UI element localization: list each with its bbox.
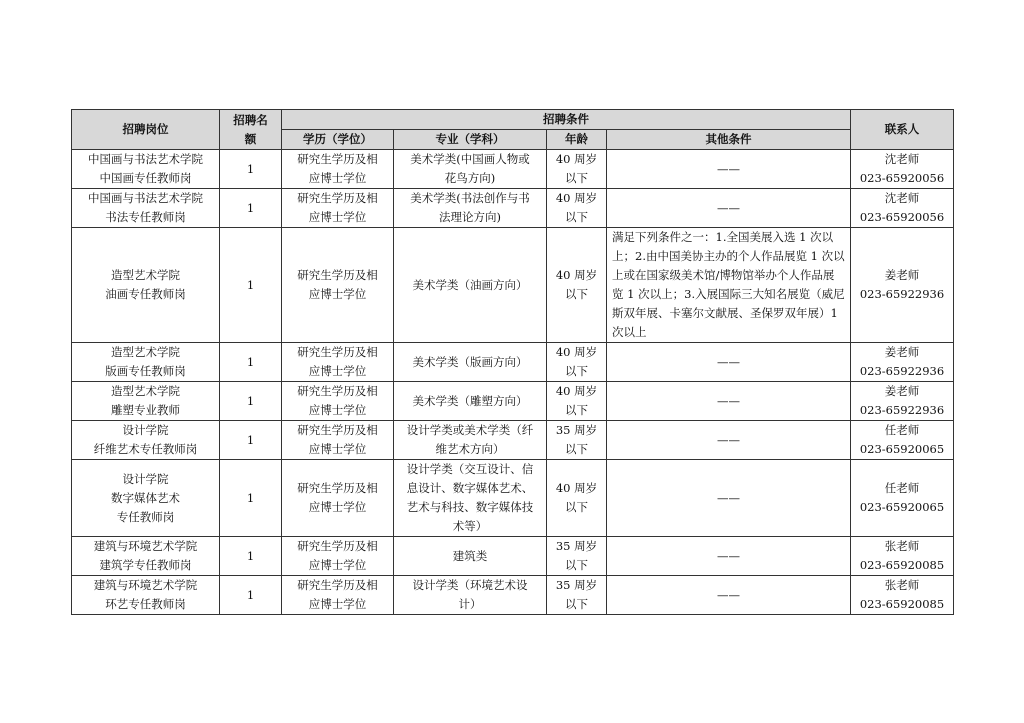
cell-position-line: 数字媒体艺术 [111, 490, 180, 505]
cell-position-line: 设计学院 [122, 423, 169, 437]
header-age: 年龄 [547, 130, 607, 150]
cell-major [394, 150, 547, 189]
cell-education-line: 应博士学位 [308, 287, 367, 301]
table-body [72, 150, 954, 615]
cell-position [72, 228, 220, 343]
cell-education-line: 研究生学历及相 [297, 578, 378, 592]
cell-count-text: 1 [246, 200, 255, 215]
cell-major-line: 美术学类（油画方向） [412, 277, 528, 292]
cell-age [547, 537, 607, 576]
cell-age-line: 40 周岁 [555, 152, 598, 166]
table-row [72, 228, 954, 343]
cell-count-text: 1 [246, 393, 255, 408]
table-row [72, 343, 954, 382]
cell-position [72, 460, 220, 537]
cell-position-line: 雕塑专业教师 [111, 403, 180, 417]
cell-position-line: 建筑与环境艺术学院 [93, 578, 198, 592]
table-row [72, 576, 954, 615]
cell-age [547, 150, 607, 189]
cell-other-text: —— [717, 161, 740, 176]
header-education: 学历（学位） [282, 130, 394, 150]
cell-position [72, 382, 220, 421]
cell-age [547, 189, 607, 228]
cell-contact [851, 189, 954, 228]
cell-age-line: 40 周岁 [555, 384, 598, 398]
cell-position-line: 中国画与书法艺术学院 [88, 191, 203, 205]
cell-position [72, 343, 220, 382]
cell-education-line: 应博士学位 [308, 210, 367, 224]
cell-contact-line: 023-65922936 [859, 287, 945, 301]
cell-age [547, 343, 607, 382]
cell-other-text: 满足下列条件之一：1.全国美展入选 1 次以上；2.由中国美协主办的个人作品展览 1 次以上或在国家级美术馆/博物馆举办个人作品展览 1 次以上；3.入展国际三大知名展览（威尼斯双年展、卡塞尔文献展、圣保罗双年展）1 次以上 [612, 230, 845, 339]
cell-other [607, 421, 851, 460]
cell-count [220, 421, 282, 460]
cell-position-line: 造型艺术学院 [111, 384, 180, 398]
cell-position-line: 书法专任教师岗 [105, 210, 186, 224]
cell-education [282, 576, 394, 615]
cell-contact-line: 023-65920085 [859, 558, 945, 572]
cell-other [607, 228, 851, 343]
cell-education-line: 研究生学历及相 [297, 481, 378, 495]
cell-count [220, 189, 282, 228]
cell-education-line: 应博士学位 [308, 171, 367, 185]
cell-major-line: 美术学类(书法创作与书 [410, 191, 530, 205]
cell-contact-line: 张老师 [884, 539, 920, 553]
cell-age-line: 40 周岁 [555, 268, 598, 282]
cell-position [72, 150, 220, 189]
cell-contact-line: 姜老师 [884, 268, 920, 282]
cell-major-line: 美术学类（雕塑方向） [412, 393, 528, 408]
cell-other [607, 189, 851, 228]
cell-education-line: 应博士学位 [308, 558, 367, 572]
cell-other [607, 343, 851, 382]
cell-age [547, 421, 607, 460]
table-header [72, 110, 954, 150]
cell-contact [851, 382, 954, 421]
cell-education-line: 应博士学位 [308, 500, 367, 514]
cell-major [394, 421, 547, 460]
cell-count [220, 460, 282, 537]
cell-education-line: 研究生学历及相 [297, 384, 378, 398]
cell-other-text: —— [717, 393, 740, 408]
cell-age-line: 以下 [565, 287, 588, 301]
cell-contact-line: 任老师 [884, 423, 920, 437]
cell-age-line: 以下 [565, 558, 588, 572]
cell-count-text: 1 [246, 277, 255, 292]
cell-major [394, 460, 547, 537]
cell-other [607, 576, 851, 615]
cell-education-line: 研究生学历及相 [297, 152, 378, 166]
cell-contact-line: 张老师 [884, 578, 920, 592]
cell-major-line: 美术学类(中国画人物或 [410, 152, 530, 166]
cell-education-line: 研究生学历及相 [297, 423, 378, 437]
cell-position [72, 421, 220, 460]
cell-other-text: —— [717, 490, 740, 505]
cell-age-line: 35 周岁 [555, 423, 598, 437]
table-row [72, 421, 954, 460]
cell-contact [851, 343, 954, 382]
cell-position-line: 设计学院 [122, 471, 169, 486]
cell-position [72, 537, 220, 576]
header-contact: 联系人 [851, 110, 954, 150]
cell-education [282, 189, 394, 228]
cell-education-line: 研究生学历及相 [297, 345, 378, 359]
cell-age [547, 228, 607, 343]
cell-other [607, 150, 851, 189]
cell-major-line: 设计学类或美术学类（纤 [406, 423, 534, 437]
cell-age-line: 35 周岁 [555, 539, 598, 553]
header-count-line: 额 [244, 131, 257, 146]
cell-count-text: 1 [246, 548, 255, 563]
cell-major [394, 189, 547, 228]
table-row [72, 150, 954, 189]
cell-age-line: 以下 [565, 442, 588, 456]
cell-education [282, 421, 394, 460]
cell-other-text: —— [717, 354, 740, 369]
header-other: 其他条件 [607, 130, 851, 150]
cell-education [282, 460, 394, 537]
cell-other [607, 460, 851, 537]
table-row [72, 189, 954, 228]
cell-contact-line: 沈老师 [884, 152, 920, 166]
cell-age [547, 460, 607, 537]
cell-major [394, 382, 547, 421]
header-position: 招聘岗位 [72, 110, 220, 150]
cell-contact-line: 023-65920065 [859, 442, 945, 456]
cell-education-line: 应博士学位 [308, 597, 367, 611]
cell-education-line: 应博士学位 [308, 364, 367, 378]
cell-education-line: 研究生学历及相 [297, 268, 378, 282]
cell-contact-line: 023-65920056 [859, 171, 945, 185]
cell-contact-line: 姜老师 [884, 345, 920, 359]
cell-contact-line: 姜老师 [884, 384, 920, 398]
cell-education [282, 343, 394, 382]
cell-contact-line: 023-65920065 [859, 500, 945, 514]
cell-major-line: 设计学类（交互设计、信 [406, 462, 534, 476]
cell-count-text: 1 [246, 161, 255, 176]
cell-other-text: —— [717, 200, 740, 215]
cell-count [220, 382, 282, 421]
cell-major [394, 228, 547, 343]
cell-major-line: 艺术与科技、数字媒体技 [406, 500, 534, 514]
cell-age-line: 以下 [565, 403, 588, 417]
cell-education-line: 应博士学位 [308, 403, 367, 417]
cell-other-text: —— [717, 432, 740, 447]
cell-count-text: 1 [246, 587, 255, 602]
cell-contact [851, 421, 954, 460]
cell-age [547, 576, 607, 615]
cell-age-line: 以下 [565, 171, 588, 185]
cell-count-text: 1 [246, 354, 255, 369]
cell-contact [851, 460, 954, 537]
cell-other [607, 382, 851, 421]
cell-position-line: 纤维艺术专任教师岗 [93, 442, 198, 456]
cell-major-line: 花鸟方向) [444, 171, 496, 185]
table-row [72, 460, 954, 537]
recruitment-table [71, 109, 954, 615]
cell-other-text: —— [717, 587, 740, 602]
cell-position [72, 189, 220, 228]
header-count [220, 110, 282, 150]
cell-position-line: 环艺专任教师岗 [105, 597, 186, 611]
table-row [72, 537, 954, 576]
cell-age-line: 以下 [565, 597, 588, 611]
cell-other-text: —— [717, 548, 740, 563]
cell-education [282, 382, 394, 421]
cell-age-line: 40 周岁 [555, 481, 598, 495]
cell-position-line: 油画专任教师岗 [105, 287, 186, 301]
cell-count [220, 576, 282, 615]
cell-contact-line: 023-65920085 [859, 597, 945, 611]
cell-major-line: 美术学类（版画方向） [412, 354, 528, 369]
cell-contact [851, 228, 954, 343]
cell-position-line: 建筑学专任教师岗 [99, 558, 192, 572]
cell-contact-line: 023-65922936 [859, 364, 945, 378]
cell-major-line: 法理论方向) [439, 210, 501, 224]
header-conditions: 招聘条件 [282, 110, 851, 130]
cell-position-line: 版画专任教师岗 [105, 364, 186, 378]
cell-count [220, 343, 282, 382]
header-major: 专业（学科） [394, 130, 547, 150]
cell-position-line: 中国画专任教师岗 [99, 171, 192, 185]
cell-count [220, 537, 282, 576]
cell-major [394, 537, 547, 576]
cell-major-line: 维艺术方向） [435, 442, 505, 456]
cell-position [72, 576, 220, 615]
cell-contact [851, 576, 954, 615]
header-count-line: 招聘名 [233, 112, 268, 127]
cell-education-line: 研究生学历及相 [297, 539, 378, 553]
table-row [72, 382, 954, 421]
cell-position-line: 建筑与环境艺术学院 [93, 539, 198, 553]
cell-position-line: 造型艺术学院 [111, 268, 180, 282]
cell-contact-line: 023-65920056 [859, 210, 945, 224]
cell-major-line: 建筑类 [452, 548, 488, 563]
cell-major [394, 343, 547, 382]
cell-education [282, 537, 394, 576]
cell-count [220, 150, 282, 189]
cell-age-line: 以下 [565, 364, 588, 378]
cell-position-line: 中国画与书法艺术学院 [88, 152, 203, 166]
cell-age-line: 40 周岁 [555, 345, 598, 359]
cell-contact-line: 任老师 [884, 481, 920, 495]
cell-other [607, 537, 851, 576]
cell-education [282, 228, 394, 343]
cell-count-text: 1 [246, 432, 255, 447]
cell-education-line: 研究生学历及相 [297, 191, 378, 205]
cell-count [220, 228, 282, 343]
cell-major-line: 计） [458, 597, 482, 611]
cell-age-line: 35 周岁 [555, 578, 598, 592]
cell-education-line: 应博士学位 [308, 442, 367, 456]
cell-major-line: 设计学类（环境艺术设 [412, 578, 528, 592]
cell-count-text: 1 [246, 490, 255, 505]
cell-position-line: 专任教师岗 [116, 509, 175, 524]
cell-major-line: 术等） [452, 519, 488, 533]
cell-age-line: 以下 [565, 500, 588, 514]
cell-age [547, 382, 607, 421]
cell-major [394, 576, 547, 615]
cell-age-line: 40 周岁 [555, 191, 598, 205]
cell-contact [851, 150, 954, 189]
cell-major-line: 息设计、数字媒体艺术、 [406, 481, 534, 495]
cell-education [282, 150, 394, 189]
cell-contact-line: 023-65922936 [859, 403, 945, 417]
cell-contact-line: 沈老师 [884, 191, 920, 205]
cell-contact [851, 537, 954, 576]
cell-age-line: 以下 [565, 210, 588, 224]
cell-position-line: 造型艺术学院 [111, 345, 180, 359]
